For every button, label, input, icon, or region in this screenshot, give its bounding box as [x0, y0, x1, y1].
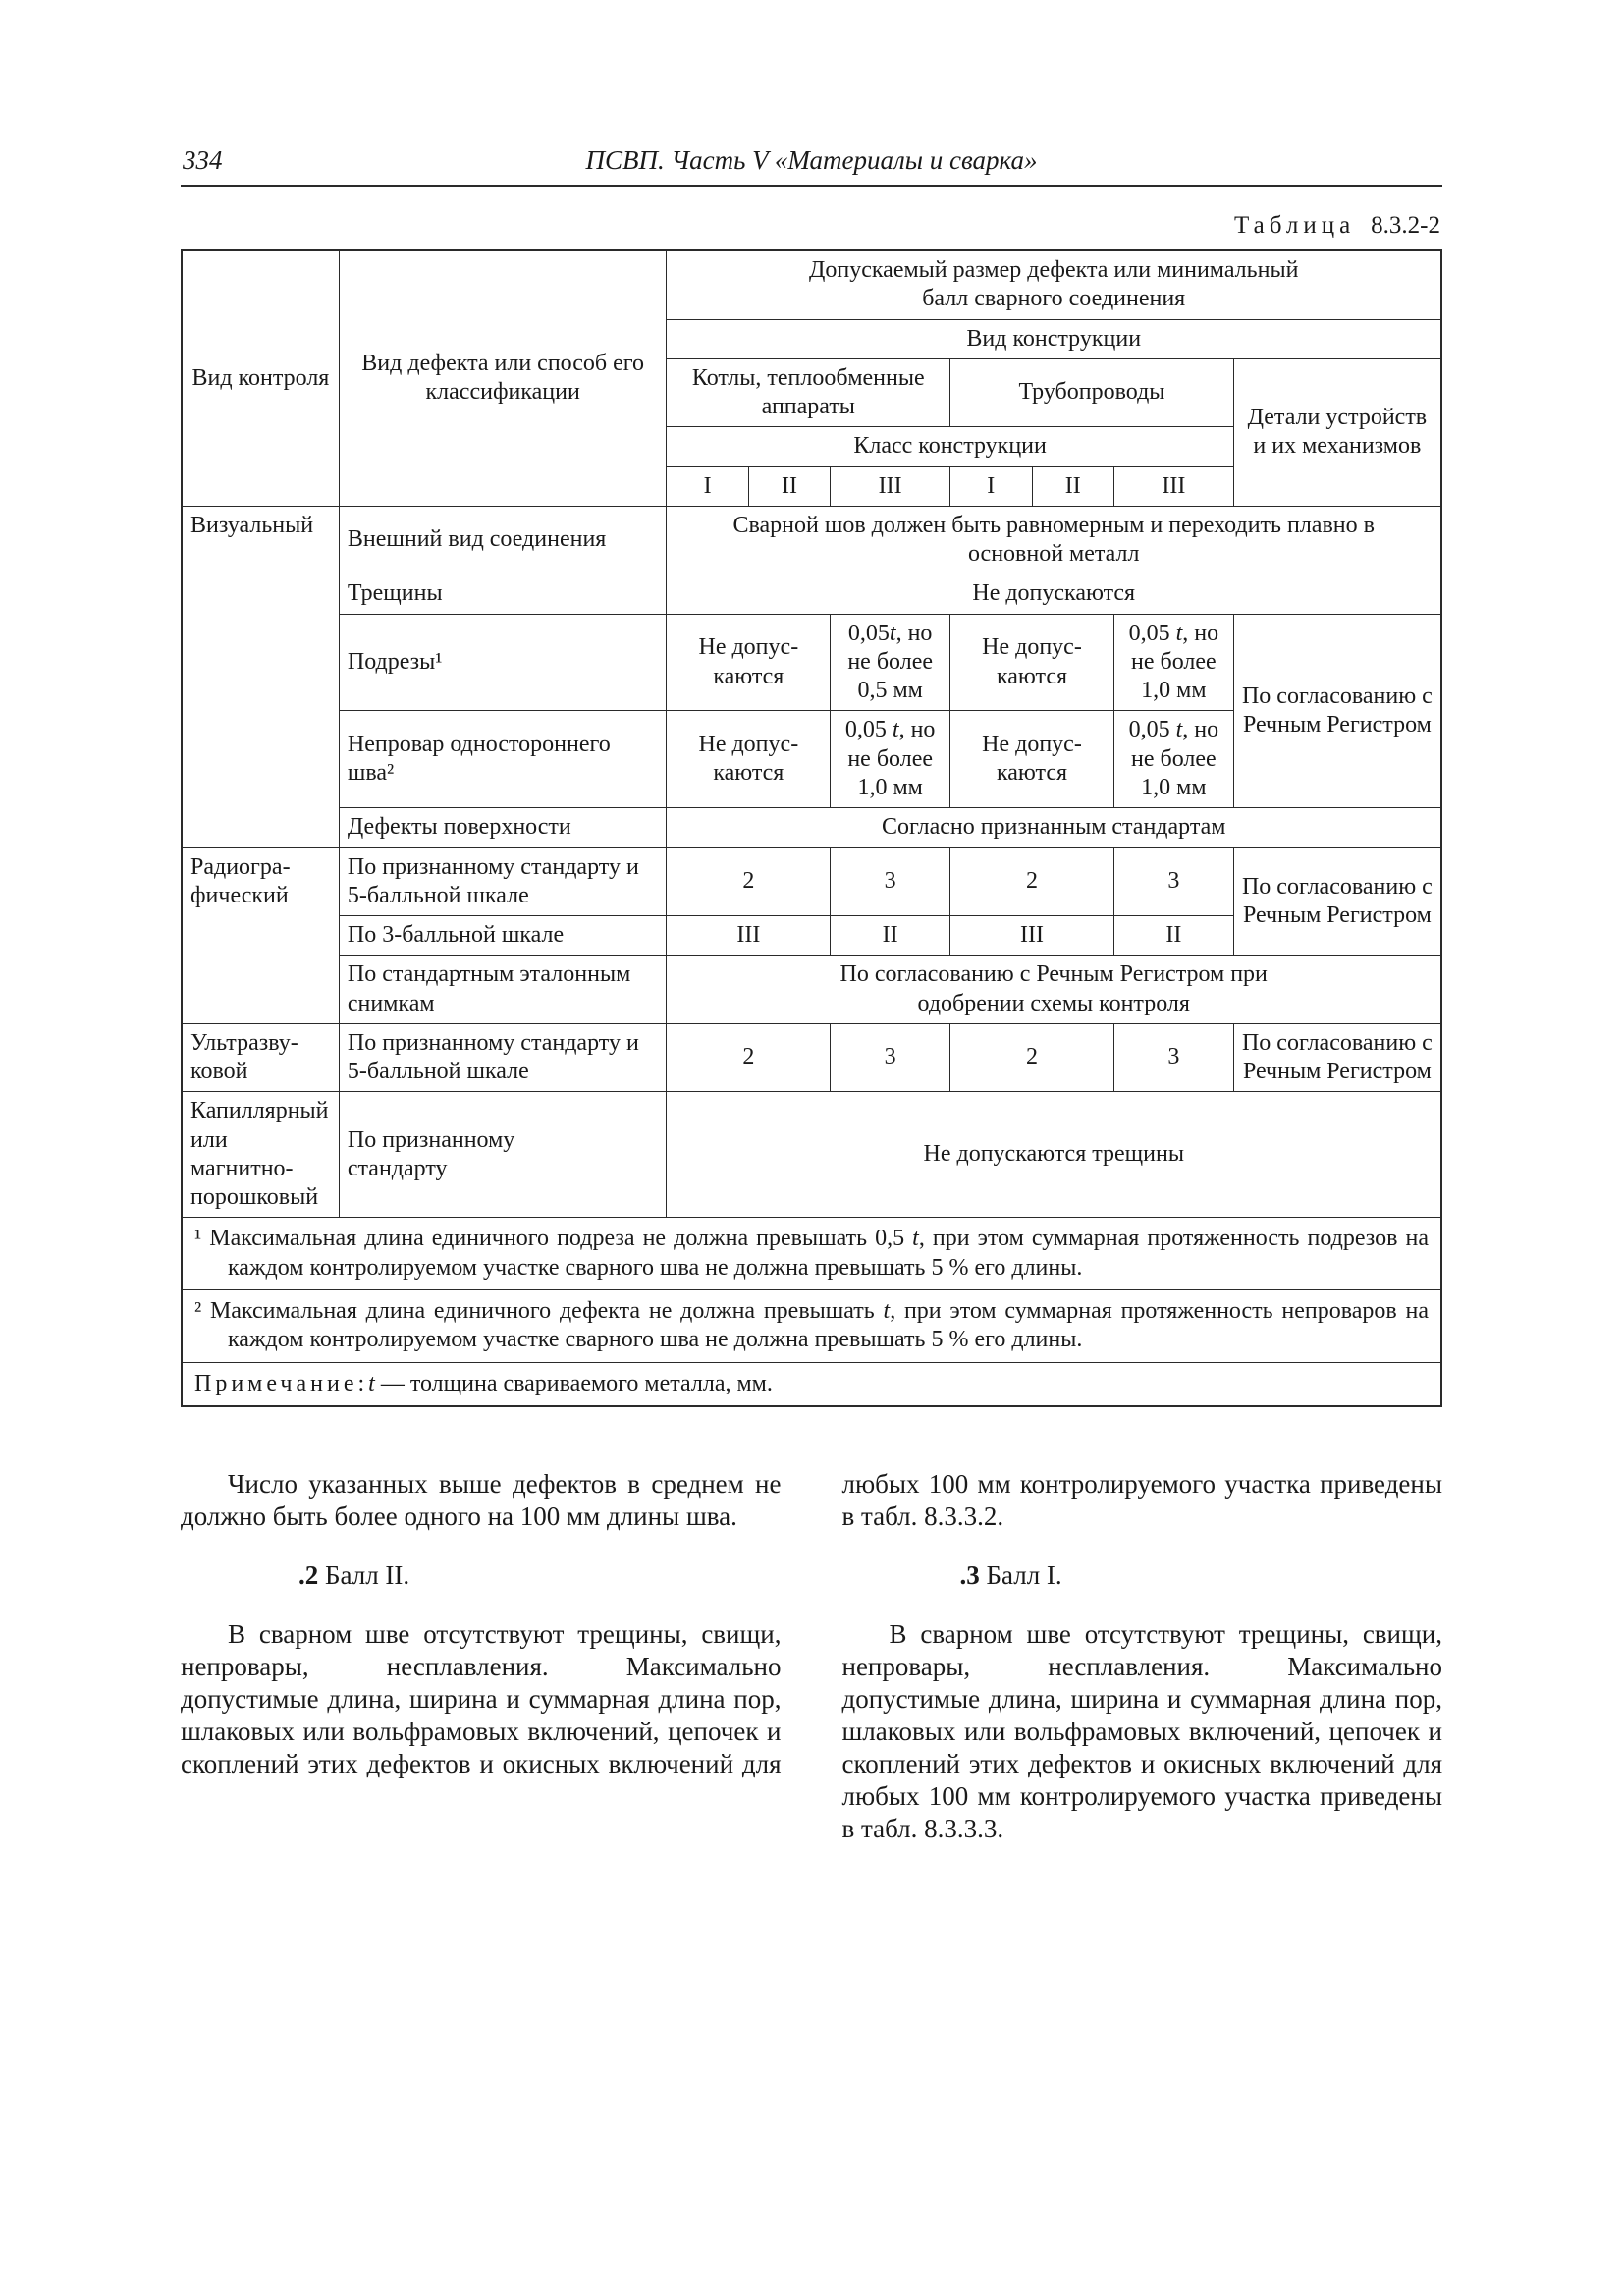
- class-header-pipes-2: II: [1032, 466, 1113, 506]
- footnote-1: [194, 1225, 1429, 1283]
- limit-post: , но не более 1,0 мм: [1130, 717, 1219, 800]
- cell-undercut-details: По согласованию с Речным Регистром: [1233, 614, 1441, 808]
- table-row: [182, 1218, 1441, 1290]
- cell-radio-details: По согласованию с Речным Регистром: [1233, 847, 1441, 956]
- note-cell: [182, 1362, 1441, 1406]
- table-caption: [181, 212, 1440, 240]
- item-number: .3: [959, 1559, 980, 1590]
- footnote-text: ¹ Максимальная длина единичного подреза не должна превышать 0,5: [194, 1226, 913, 1252]
- t-symbol: t: [892, 717, 899, 743]
- text-column-right: [842, 1468, 1443, 1845]
- table-row: [182, 1092, 1441, 1218]
- table-note: [194, 1370, 1429, 1398]
- cell-incomplete-boilers-3: [831, 711, 950, 808]
- class-header-boilers-3: III: [831, 466, 950, 506]
- footnote-text: , при этом суммарная протяженность непроваров на каждом контролируемом участке сварного шва не должна превышать 5 % его длины.: [228, 1297, 1429, 1353]
- running-title: ПСВП. Часть V «Материалы и сварка»: [585, 145, 1038, 175]
- table-caption-word: Таблица: [1234, 212, 1356, 239]
- table-row: [182, 1362, 1441, 1406]
- cell-surface-value: Согласно признанным стандартам: [667, 808, 1441, 847]
- header-details-mechanisms: Детали устройств и их механизмов: [1233, 358, 1441, 506]
- table-row: [182, 614, 1441, 711]
- cell-incomplete-boilers-12: Не допускаются: [667, 711, 831, 808]
- cell-undercut-boilers-3: [831, 614, 950, 711]
- cell-radio-five-pipes-3: 3: [1113, 847, 1233, 916]
- cell-incomplete-pipes-3: [1113, 711, 1233, 808]
- cell-ultra-boilers-3: 3: [831, 1023, 950, 1092]
- footnote-1-cell: [182, 1218, 1441, 1290]
- paragraph: В сварном шве отсутствуют трещины, свищи, непровары, несплавления. Максимально допустимые длина, ширина и суммарная длина пор, шлаковых или вольфрамовых включений, цепочек и скоплений этих дефектов и окисных включений для: [181, 1618, 782, 1778]
- t-symbol: t: [889, 620, 896, 646]
- header-control-type: Вид контроля: [182, 250, 339, 506]
- section-capillary: Капиллярный или магнитно-порошковый: [182, 1092, 339, 1218]
- note-text: — толщина свариваемого металла, мм.: [374, 1370, 773, 1396]
- header-defect-type: Вид дефекта или способ его классификации: [339, 250, 667, 506]
- cell-incomplete-pipes-12: Не допускаются: [950, 711, 1114, 808]
- page-number: 334: [183, 145, 223, 175]
- page-header: [181, 143, 1442, 187]
- cell-undercut-boilers-12: Не допускаются: [667, 614, 831, 711]
- table-row: [182, 1289, 1441, 1362]
- header-construction-class: Класс конструкции: [667, 427, 1233, 466]
- item-title: Балл I.: [979, 1559, 1062, 1590]
- footnote-text: ² Максимальная длина единичного дефекта не должна превышать: [194, 1297, 884, 1324]
- appearance-value-text: Сварной шов должен быть равномерным и переходить плавно в основной металл: [732, 512, 1375, 568]
- class-header-pipes-1: I: [950, 466, 1032, 506]
- text-column-left: [181, 1468, 782, 1845]
- row-label-incomplete-penetration: Непровар одностороннего шва²: [339, 711, 667, 808]
- cell-ultra-pipes-12: 2: [950, 1023, 1114, 1092]
- cell-capillary-value: Не допускаются трещины: [667, 1092, 1441, 1218]
- row-label-appearance: Внешний вид соединения: [339, 506, 667, 574]
- cell-undercut-pipes-12: Не допускаются: [950, 614, 1114, 711]
- paragraph: любых 100 мм контролируемого участка приведены в табл. 8.3.3.2.: [841, 1468, 1442, 1531]
- table-row: [182, 808, 1441, 847]
- header-construction-type: Вид конструкции: [667, 319, 1441, 358]
- t-symbol: t: [912, 1226, 919, 1252]
- cell-radio-three-pipes-3: II: [1113, 916, 1233, 956]
- t-symbol: t: [1175, 717, 1183, 743]
- class-header-boilers-2: II: [748, 466, 830, 506]
- cell-radio-five-pipes-12: 2: [950, 847, 1114, 916]
- table-row: [182, 250, 1441, 319]
- item-number: .2: [298, 1559, 319, 1590]
- table-caption-number: 8.3.2-2: [1371, 212, 1440, 239]
- footnote-text: , при этом суммарная протяженность подрезов на каждом контролируемом участке сварного шва не должна превышать 5 % его длины.: [228, 1226, 1430, 1281]
- limit-post: , но не более 1,0 мм: [1130, 620, 1219, 704]
- paragraph: В сварном шве отсутствуют трещины, свищи, непровары, несплавления. Максимально допустимые длина, ширина и суммарная длина пор, шлаковых или вольфрамовых включений, цепочек и скоплений этих дефектов и окисных включений для любых 100 мм контролируемого участка приведены в табл. 8.3.3.3.: [841, 1618, 1442, 1843]
- table-row: [182, 574, 1441, 614]
- row-label-five-ball: По признанному стандарту и 5-балльной шкале: [339, 847, 667, 916]
- section-radiographic: Радиографический: [182, 847, 339, 1023]
- table-row: [182, 506, 1441, 574]
- body-text: [181, 1468, 1442, 1845]
- cell-radio-three-boilers-12: III: [667, 916, 831, 956]
- footnote-2: [194, 1297, 1429, 1355]
- header-boilers: Котлы, теплообменные аппараты: [667, 358, 950, 427]
- recognized-standard-text: По признанному стандарту: [347, 1126, 515, 1181]
- row-label-undercuts: Подрезы¹: [339, 614, 667, 711]
- row-label-surface-defects: Дефекты поверхности: [339, 808, 667, 847]
- item-title: Балл II.: [318, 1559, 410, 1590]
- note-label: Примечание:: [194, 1370, 369, 1396]
- cell-etalon-value: [667, 956, 1441, 1024]
- header-pipelines: Трубопроводы: [950, 358, 1234, 427]
- row-label-cracks: Трещины: [339, 574, 667, 614]
- cell-radio-three-pipes-12: III: [950, 916, 1114, 956]
- section-ultrasonic: Ультразвуковой: [182, 1023, 339, 1092]
- paragraph: Число указанных выше дефектов в среднем не должно быть более одного на 100 мм длины шва.: [181, 1468, 782, 1531]
- table-row: [182, 956, 1441, 1024]
- table-row: [182, 847, 1441, 916]
- header-allowed-size-text: Допускаемый размер дефекта или минимальный балл сварного соединения: [809, 257, 1299, 312]
- cell-appearance-value: [667, 506, 1441, 574]
- table-row: [182, 1023, 1441, 1092]
- t-symbol: t: [1175, 620, 1183, 646]
- cell-ultra-details: По согласованию с Речным Регистром: [1233, 1023, 1441, 1092]
- section-visual: Визуальный: [182, 506, 339, 847]
- row-label-ultra-five-ball: По признанному стандарту и 5-балльной шкале: [339, 1023, 667, 1092]
- cell-undercut-pipes-3: [1113, 614, 1233, 711]
- cell-ultra-boilers-12: 2: [667, 1023, 831, 1092]
- limit-pre: 0,05: [1128, 620, 1176, 646]
- header-allowed-size: [667, 250, 1441, 319]
- cell-radio-five-boilers-12: 2: [667, 847, 831, 916]
- limit-pre: 0,05: [844, 717, 893, 743]
- row-label-etalon: По стандартным эталонным снимкам: [339, 956, 667, 1024]
- limit-pre: 0,05: [1128, 717, 1176, 743]
- weld-defects-table: [181, 249, 1442, 1407]
- row-label-recognized-standard: [339, 1092, 667, 1218]
- t-symbol: t: [368, 1370, 375, 1396]
- t-symbol: t: [883, 1297, 891, 1324]
- class-header-boilers-1: I: [667, 466, 748, 506]
- item-heading-2: [298, 1559, 782, 1592]
- row-label-three-ball: По 3-балльной шкале: [339, 916, 667, 956]
- footnote-2-cell: [182, 1289, 1441, 1362]
- limit-pre: 0,05: [847, 620, 890, 646]
- limit-post: , но не более 1,0 мм: [847, 717, 936, 800]
- cell-radio-three-boilers-3: II: [831, 916, 950, 956]
- etalon-value-text: По согласованию с Речным Регистром при одобрении схемы контроля: [839, 961, 1268, 1016]
- cell-cracks-value: Не допускаются: [667, 574, 1441, 614]
- cell-radio-five-boilers-3: 3: [831, 847, 950, 916]
- cell-ultra-pipes-3: 3: [1113, 1023, 1233, 1092]
- class-header-pipes-3: III: [1113, 466, 1233, 506]
- limit-post: , но не более 0,5 мм: [847, 620, 933, 704]
- item-heading-3: [960, 1559, 1443, 1592]
